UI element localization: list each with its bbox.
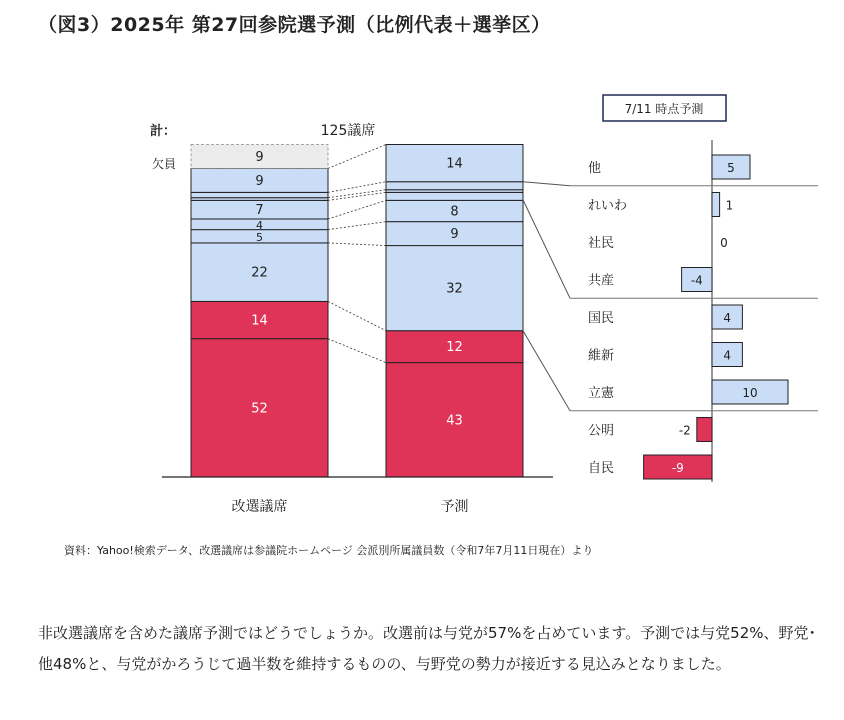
total-value: 125議席 xyxy=(320,123,376,139)
connector-line xyxy=(328,301,386,330)
change-value-label: 0 xyxy=(720,236,728,250)
change-value-label: 10 xyxy=(742,386,758,400)
segment-value-label: 4 xyxy=(256,218,263,232)
bracket-line xyxy=(523,331,570,411)
change-value-label: -4 xyxy=(690,273,703,288)
segment-value-label: 43 xyxy=(446,413,463,429)
change-value-label: 4 xyxy=(723,311,732,325)
connector-line xyxy=(328,145,386,169)
connector-line xyxy=(328,243,386,246)
vacancy-label: 欠員 xyxy=(152,157,177,171)
change-bar-chart xyxy=(523,140,818,482)
segment-value-label: 5 xyxy=(256,230,263,244)
connector-line xyxy=(328,200,386,219)
party-label: 共産 xyxy=(588,273,615,289)
segment-value-label: 9 xyxy=(450,227,459,243)
party-label: 立憲 xyxy=(588,386,615,401)
party-label: 国民 xyxy=(588,311,615,326)
bar-segment-reiwa-before xyxy=(191,192,328,197)
party-label: 他 xyxy=(588,161,602,176)
segment-value-label: 14 xyxy=(446,156,463,172)
bracket-line xyxy=(523,200,570,298)
chart-title: （図3）2025年 第27回参院選予測（比例代表＋選挙区） xyxy=(38,14,551,36)
segment-value-label: 52 xyxy=(251,401,268,417)
as-of-label: 7/11 時点予測 xyxy=(624,102,704,116)
body-paragraph: 非改選議席を含めた議席予測ではどうでしょうか。改選前は与党が57%を占めています。予測では与党52%、野党･他48%と、与党がかろうじて過半数を維持するものの、与野党の勢力が接近する見込みとなりました。 xyxy=(38,624,816,673)
change-value-label: 1 xyxy=(725,198,734,213)
change-bar xyxy=(712,193,720,217)
change-value-label: 4 xyxy=(723,348,732,363)
party-label: 社民 xyxy=(588,236,615,251)
segment-value-label: 8 xyxy=(450,204,459,220)
connector-line xyxy=(328,339,386,363)
segment-value-label: 22 xyxy=(251,265,268,281)
total-label: 計： xyxy=(150,124,177,139)
change-value-label: 5 xyxy=(727,161,735,175)
segment-value-label: 12 xyxy=(446,340,463,356)
change-value-label: -9 xyxy=(671,461,684,475)
connector-line xyxy=(328,222,386,230)
change-bar xyxy=(697,418,712,442)
category-label: 予測 xyxy=(440,499,469,515)
category-label: 改選議席 xyxy=(231,499,288,515)
segment-value-label: 14 xyxy=(251,313,268,329)
change-value-label: -2 xyxy=(678,423,691,438)
bar-segment-reiwa-forecast xyxy=(386,182,523,190)
source-note: 資料：Yahoo!検索データ、改選議席は参議院ホームページ 会派別所属議員数（令和7年7月11日現在）より xyxy=(64,544,594,557)
segment-value-label: 7 xyxy=(255,203,264,219)
party-label: 自民 xyxy=(588,461,615,476)
party-label: 公明 xyxy=(588,423,615,439)
segment-value-label: 9 xyxy=(255,149,264,165)
segment-value-label: 9 xyxy=(255,173,264,189)
segment-value-label: 32 xyxy=(446,281,463,297)
bracket-line xyxy=(523,182,570,186)
bar-segment-jcp-forecast xyxy=(386,192,523,200)
stacked-bar-chart xyxy=(162,145,553,516)
party-label: 維新 xyxy=(588,348,615,364)
party-label: れいわ xyxy=(588,198,628,214)
